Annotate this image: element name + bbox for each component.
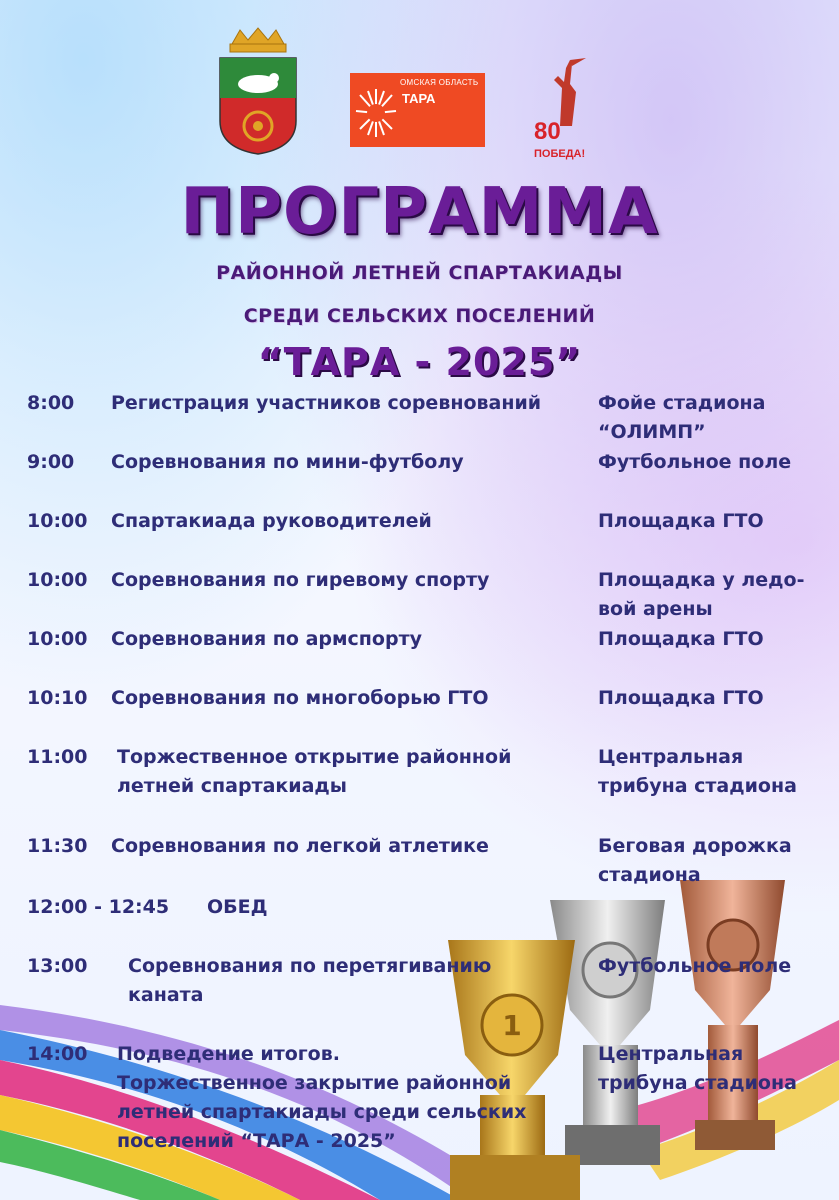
schedule-event: Регистрация участников соревнований xyxy=(111,392,542,414)
subtitle-line-2: СРЕДИ СЕЛЬСКИХ ПОСЕЛЕНИЙ xyxy=(243,305,596,327)
tara-logo-name: ТАРА xyxy=(402,91,436,106)
schedule-place: Футбольное поле xyxy=(598,451,792,473)
schedule-place: Площадка ГТО xyxy=(598,510,764,532)
schedule-event: Торжественное открытие районной летней спартакиады xyxy=(117,746,512,797)
schedule-time: 10:00 xyxy=(27,628,88,650)
schedule-place: Центральная трибуна стадиона xyxy=(598,1043,797,1094)
schedule-time: 12:00 - 12:45 xyxy=(27,896,170,918)
victory-word: ПОБЕДА! xyxy=(534,148,586,160)
victory-number: 80 xyxy=(534,118,561,145)
schedule-event: Соревнования по мини-футболу xyxy=(111,451,464,473)
schedule-place: Фойе стадиона “ОЛИМП” xyxy=(598,392,766,443)
schedule-event: Подведение итогов. Торжественное закрытие районной летней спартакиады среди сельских поселений “ТАРА - 2025” xyxy=(117,1043,527,1152)
schedule-time: 8:00 xyxy=(27,392,75,414)
schedule-place: Площадка ГТО xyxy=(598,687,764,709)
schedule-event: Соревнования по многоборью ГТО xyxy=(111,687,489,709)
page-title: ПРОГРАММА xyxy=(180,175,659,249)
tara-sun-icon xyxy=(354,83,398,143)
schedule-event: Соревнования по гиревому спорту xyxy=(111,569,490,591)
subtitle-line-1: РАЙОННОЙ ЛЕТНЕЙ СПАРТАКИАДЫ xyxy=(216,262,623,284)
tara-logo xyxy=(350,73,485,147)
tara-logo-region: ОМСКАЯ ОБЛАСТЬ xyxy=(400,78,479,87)
schedule-time: 10:10 xyxy=(27,687,88,709)
svg-text:1: 1 xyxy=(502,1009,522,1042)
schedule-event: Соревнования по легкой атлетике xyxy=(111,835,489,857)
schedule-time: 10:00 xyxy=(27,569,88,591)
schedule-place: Центральная трибуна стадиона xyxy=(598,746,797,797)
schedule-time: 11:30 xyxy=(27,835,88,857)
schedule-time: 14:00 xyxy=(27,1043,88,1065)
victory-logo xyxy=(532,58,596,168)
schedule-time: 13:00 xyxy=(27,955,88,977)
schedule-place: Площадка у ледо- вой арены xyxy=(598,569,805,620)
schedule-event: Соревнования по перетягиванию каната xyxy=(128,955,492,1006)
coat-of-arms-icon xyxy=(218,26,298,156)
schedule-event: Соревнования по армспорту xyxy=(111,628,422,650)
schedule-time: 10:00 xyxy=(27,510,88,532)
schedule-place: Площадка ГТО xyxy=(598,628,764,650)
year-title: “ТАРА - 2025” xyxy=(257,340,582,384)
schedule-place: Беговая дорожка стадиона xyxy=(598,835,792,886)
schedule-place: Футбольное поле xyxy=(598,955,792,977)
schedule-time: 9:00 xyxy=(27,451,75,473)
schedule-time: 11:00 xyxy=(27,746,88,768)
schedule-event: Спартакиада руководителей xyxy=(111,510,432,532)
schedule-event: ОБЕД xyxy=(207,896,268,918)
